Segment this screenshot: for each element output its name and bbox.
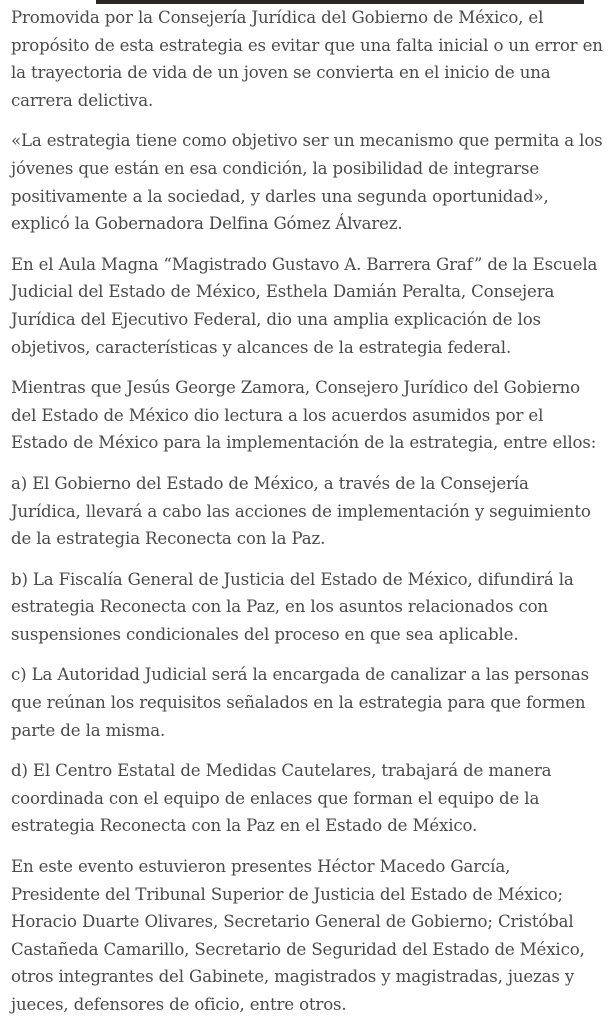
paragraph-agreement-b: b) La Fiscalía General de Justicia del Estado de México, difundirá la estrategia Reconecta con la Paz, en los asuntos relacionados con suspensiones condicionales del proceso en que sea aplicable. bbox=[11, 569, 574, 644]
paragraph-agreement-d: d) El Centro Estatal de Medidas Cautelares, trabajará de manera coordinada con el equipo de enlaces que forman el equipo de la estrategia Reconecta con la Paz en el Estado de México. bbox=[11, 761, 552, 836]
paragraph-intro: Promovida por la Consejería Jurídica del Gobierno de México, el propósito de esta estrategia es evitar que una falta inicial o un error en la trayectoria de vida de un joven se convierta en el inicio de una carrera delictiva. bbox=[11, 8, 603, 110]
paragraph-agreements-intro: Mientras que Jesús George Zamora, Consejero Jurídico del Gobierno del Estado de México dio lectura a los acuerdos asumidos por el Estado de México para la implementación de la estrategia, entre ellos: bbox=[11, 378, 597, 453]
paragraph-agreement-c: c) La Autoridad Judicial será la encargada de canalizar a las personas que reúnan los requisitos señalados en la estrategia para que formen parte de la misma. bbox=[11, 665, 589, 740]
paragraph-aula-magna: En el Aula Magna “Magistrado Gustavo A. Barrera Graf” de la Escuela Judicial del Estado de México, Esthela Damián Peralta, Consejera Jurídica del Ejecutivo Federal, dio una amplia explicación de los objetivos, características y alcances de la estrategia federal. bbox=[11, 254, 598, 357]
article-body bbox=[11, 4, 603, 1032]
paragraph-agreement-a: a) El Gobierno del Estado de México, a través de la Consejería Jurídica, llevará a cabo las acciones de implementación y seguimiento de la estrategia Reconecta con la Paz. bbox=[11, 473, 591, 549]
paragraph-attendees: En este evento estuvieron presentes Héctor Macedo García, Presidente del Tribunal Superior de Justicia del Estado de México; Horacio Duarte Olivares, Secretario General de Gobierno; Cristóbal Castañeda Camarillo, Secretario de Seguridad del Estado de México, otros integrantes del Gabinete, magistrados y magistradas, juezas y jueces, defensores de oficio, entre otros. bbox=[11, 857, 585, 1014]
paragraph-governor-quote: «La estrategia tiene como objetivo ser un mecanismo que permita a los jóvenes que están en esa condición, la posibilidad de integrarse positivamente a la sociedad, y darles una segunda oportunidad», explicó la Gobernadora Delfina Gómez Álvarez. bbox=[11, 131, 603, 234]
